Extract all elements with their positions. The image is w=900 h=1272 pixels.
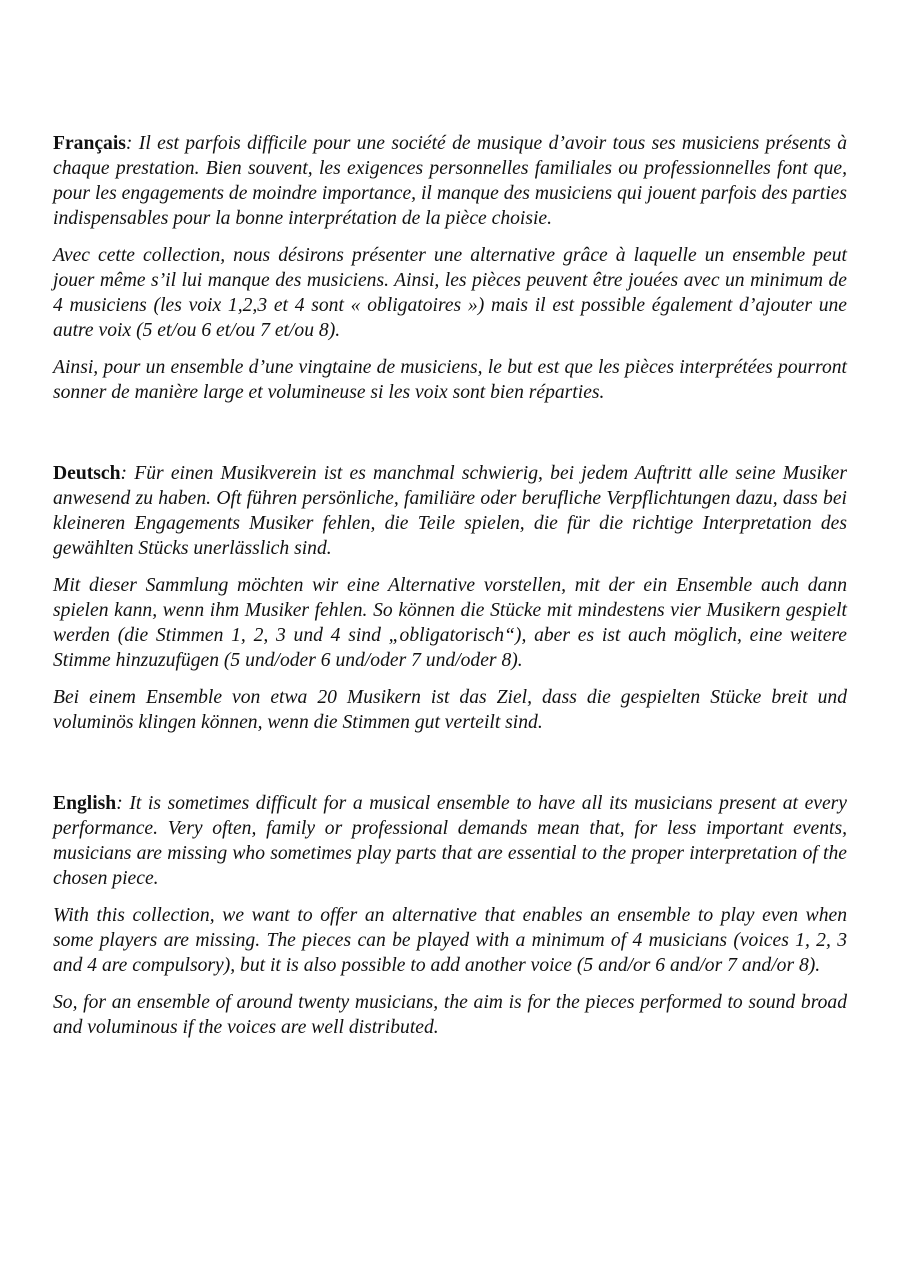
language-label: Deutsch bbox=[53, 463, 121, 484]
paragraph-text: : Für einen Musikverein ist es manchmal schwierig, bei jedem Auftritt alle seine Musiker anwesend zu haben. Oft führen persönliche, familiäre oder berufliche Verpflichtungen dazu, dass bei kleineren Engagements Musiker fehlen, die Teile spielen, die für die richtige Interpretation des gewählten Stücks unerlässlich sind. bbox=[53, 463, 847, 559]
document-page bbox=[53, 131, 847, 1040]
paragraph: With this collection, we want to offer an alternative that enables an ensemble to play even when some players are missing. The pieces can be played with a minimum of 4 musicians (voices 1, 2, 3 and 4 are compulsory), but it is also possible to add another voice (5 and/or 6 and/or 7 and/or 8). bbox=[53, 905, 847, 976]
paragraph: Ainsi, pour un ensemble d’une vingtaine de musiciens, le but est que les pièces interprétées pourront sonner de manière large et volumineuse si les voix sont bien réparties. bbox=[53, 357, 847, 403]
language-label: Français bbox=[53, 133, 126, 154]
section-english bbox=[53, 791, 847, 1040]
paragraph bbox=[53, 791, 847, 891]
paragraph: Mit dieser Sammlung möchten wir eine Alternative vorstellen, mit der ein Ensemble auch dann spielen kann, wenn ihm Musiker fehlen. So können die Stücke mit mindestens vier Musikern gespielt werden (die Stimmen 1, 2, 3 und 4 sind „obligatorisch“), aber es ist auch möglich, eine weitere Stimme hinzuzufügen (5 und/oder 6 und/oder 7 und/oder 8). bbox=[53, 575, 847, 671]
paragraph: Bei einem Ensemble von etwa 20 Musikern ist das Ziel, dass die gespielten Stücke breit und voluminös klingen können, wenn die Stimmen gut verteilt sind. bbox=[53, 687, 847, 733]
section-german bbox=[53, 461, 847, 735]
language-label: English bbox=[53, 793, 117, 814]
paragraph-text: : It is sometimes difficult for a musical ensemble to have all its musicians present at every performance. Very often, family or professional demands mean that, for less important events, musicians are missing who sometimes play parts that are essential to the proper interpretation of the chosen piece. bbox=[53, 793, 847, 889]
paragraph: So, for an ensemble of around twenty musicians, the aim is for the pieces performed to sound broad and voluminous if the voices are well distributed. bbox=[53, 992, 847, 1038]
section-french bbox=[53, 131, 847, 405]
paragraph bbox=[53, 131, 847, 231]
paragraph bbox=[53, 461, 847, 561]
paragraph-text: : Il est parfois difficile pour une société de musique d’avoir tous ses musiciens présents à chaque prestation. Bien souvent, les exigences personnelles familiales ou professionnelles font que, pour les engagements de moindre importance, il manque des musiciens qui jouent parfois des parties indispensables pour la bonne interprétation de la pièce choisie. bbox=[53, 133, 847, 229]
paragraph: Avec cette collection, nous désirons présenter une alternative grâce à laquelle un ensemble peut jouer même s’il lui manque des musiciens. Ainsi, les pièces peuvent être jouées avec un minimum de 4 musiciens (les voix 1,2,3 et 4 sont « obligatoires ») mais il est possible également d’ajouter une autre voix (5 et/ou 6 et/ou 7 et/ou 8). bbox=[53, 245, 847, 341]
